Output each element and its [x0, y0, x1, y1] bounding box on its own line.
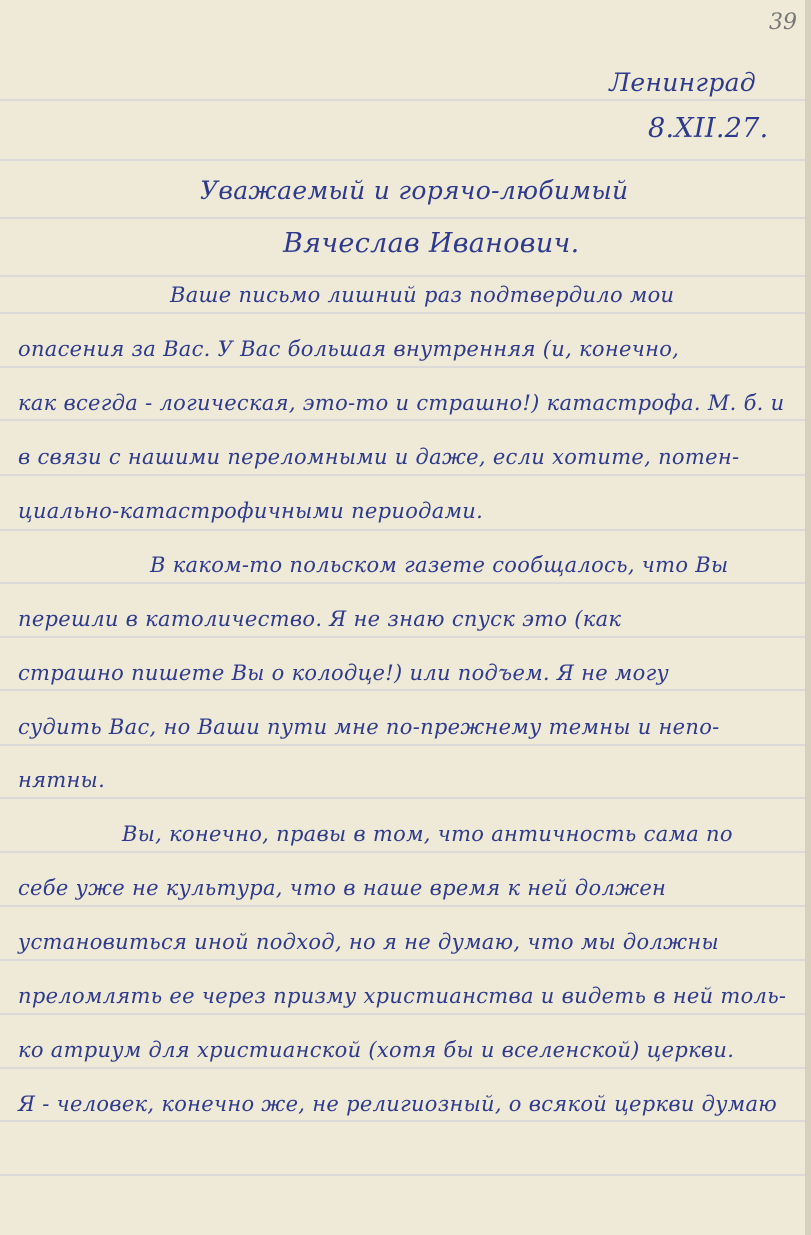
text-line-3: как всегда - логическая, это-то и страшно!) катастрофа. М. б. и [18, 391, 785, 415]
text-line-4: в связи с нашими переломными и даже, если хотите, потен- [18, 445, 740, 469]
text-line-2: опасения за Вас. У Вас большая внутренняя (и, конечно, [18, 337, 680, 361]
text-line-12: себе уже не культура, что в наше время к ней должен [18, 876, 667, 900]
date-heading: 8.XII.27. [648, 113, 769, 144]
text-line-8: страшно пишете Вы о колодце!) или подъем. Я не могу [18, 661, 669, 685]
text-line-10: нятны. [18, 768, 106, 792]
text-line-6: В каком-то польском газете сообщалось, что Вы [150, 553, 729, 577]
text-line-9: судить Вас, но Ваши пути мне по-прежнему темны и непо- [18, 715, 720, 739]
text-line-15: ко атриум для христианской (хотя бы и вселенской) церкви. [18, 1038, 735, 1062]
text-line-16: Я - человек, конечно же, не религиозный, о всякой церкви думаю [18, 1092, 778, 1116]
folio-number: 39 [769, 10, 797, 35]
page-edge [805, 0, 811, 1235]
text-line-14: преломлять ее через призму христианства и видеть в ней толь- [18, 984, 787, 1008]
salutation-line-1: Уважаемый и горячо-любимый [200, 176, 629, 205]
text-line-5: циально-катастрофичными периодами. [18, 499, 484, 523]
text-line-1: Ваше письмо лишний раз подтвердило мои [170, 283, 675, 307]
text-line-7: перешли в католичество. Я не знаю спуск это (как [18, 607, 622, 631]
salutation-line-2: Вячеслав Иванович. [283, 228, 580, 259]
place-heading: Ленинград [609, 68, 756, 97]
text-line-11: Вы, конечно, правы в том, что античность сама по [122, 822, 733, 846]
text-line-13: установиться иной подход, но я не думаю, что мы должны [18, 930, 719, 954]
